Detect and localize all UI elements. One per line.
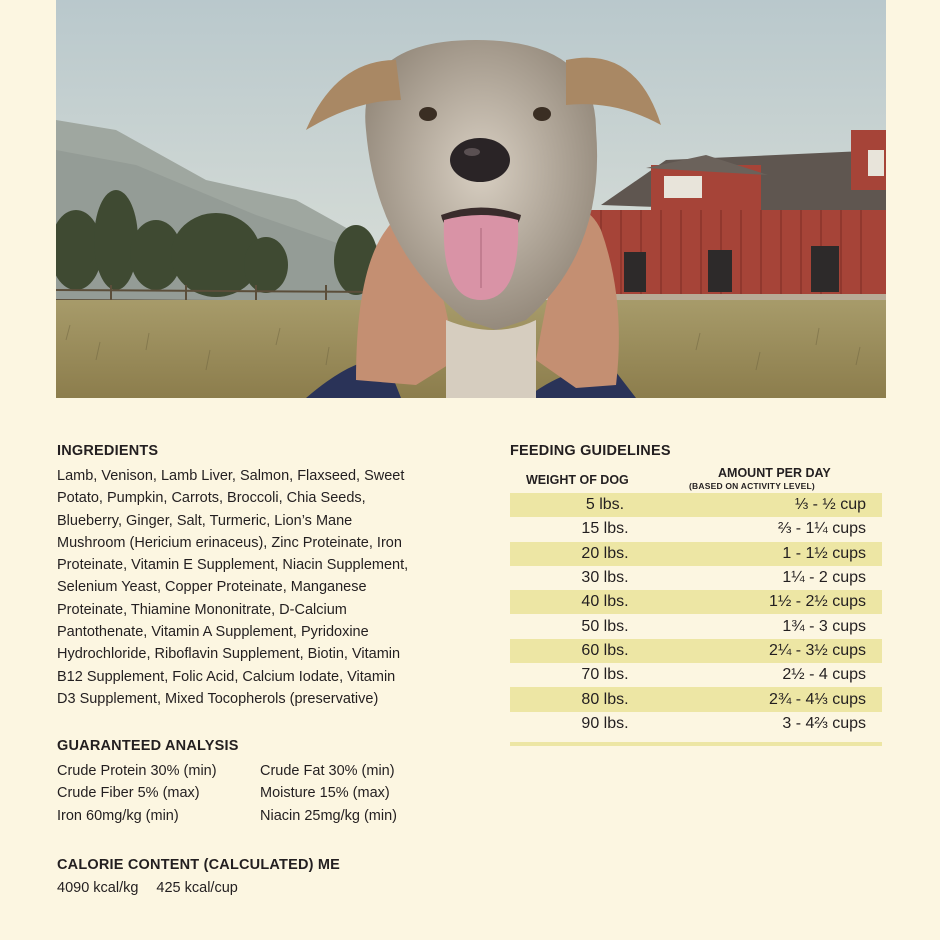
feeding-guidelines-title: FEEDING GUIDELINES: [510, 443, 671, 459]
table-bottom-rule: [510, 742, 882, 746]
dog-weight: 90 lbs.: [581, 714, 629, 732]
analysis-item: Crude Protein 30% (min): [57, 763, 217, 779]
dog-weight: 15 lbs.: [581, 520, 629, 538]
table-row: [510, 566, 882, 590]
dog-weight: 80 lbs.: [581, 690, 629, 708]
analysis-item: Crude Fat 30% (min): [260, 763, 395, 779]
hero-photo: [56, 0, 886, 398]
table-row: [510, 663, 882, 687]
analysis-grid: [57, 760, 457, 827]
amount-per-day: 2¼ - 3½ cups: [769, 641, 866, 659]
ingredients-line: B12 Supplement, Folic Acid, Calcium Iodate, Vitamin: [57, 668, 396, 685]
analysis-item: Crude Fiber 5% (max): [57, 785, 200, 802]
dog-weight: 30 lbs.: [581, 569, 629, 587]
feeding-guidelines-section: [510, 443, 882, 746]
kcal-per-kg: 4090 kcal/kg: [57, 880, 139, 896]
dog-weight: 20 lbs.: [581, 544, 629, 562]
amount-per-day: 2½ - 4 cups: [782, 666, 866, 684]
amount-per-day: ⅓ - ½ cup: [794, 496, 866, 514]
ingredients-section: [57, 443, 447, 710]
ingredients-line: Blueberry, Ginger, Salt, Turmeric, Lion’s Mane: [57, 512, 353, 529]
analysis-item: Moisture 15% (max): [260, 785, 390, 802]
amount-per-day: ⅔ - 1¼ cups: [777, 520, 866, 538]
table-row: [510, 712, 882, 736]
guaranteed-analysis-section: [57, 738, 457, 827]
table-row: [510, 687, 882, 711]
amount-column-header: AMOUNT PER DAY: [718, 466, 831, 480]
feeding-table: [510, 493, 882, 746]
calorie-content-title: CALORIE CONTENT (CALCULATED) ME: [57, 857, 341, 873]
dog-weight: 60 lbs.: [581, 641, 629, 659]
ingredients-line: Lamb, Venison, Lamb Liver, Salmon, Flaxseed, Sweet: [57, 468, 405, 484]
table-row: [510, 639, 882, 663]
table-row: [510, 590, 882, 614]
calorie-content-section: [57, 857, 457, 899]
amount-per-day: 1 - 1½ cups: [782, 544, 866, 562]
analysis-item: Iron 60mg/kg (min): [57, 807, 179, 824]
kcal-per-cup: 425 kcal/cup: [156, 880, 238, 896]
dog-weight: 50 lbs.: [581, 617, 629, 635]
weight-column-header: WEIGHT OF DOG: [526, 473, 629, 487]
dog-on-farm-illustration: [56, 0, 886, 398]
table-row: [510, 614, 882, 638]
amount-per-day: 1¾ - 3 cups: [782, 617, 866, 635]
feeding-table-header: [510, 441, 882, 493]
ingredients-line: Pantothenate, Vitamin A Supplement, Pyridoxine: [57, 624, 369, 641]
table-row: [510, 542, 882, 566]
ingredients-line: Potato, Pumpkin, Carrots, Broccoli, Chia Seeds,: [57, 490, 366, 507]
amount-per-day: 1½ - 2½ cups: [769, 593, 866, 611]
dog-weight: 40 lbs.: [581, 593, 629, 611]
ingredients-line: Proteinate, Vitamin E Supplement, Niacin Supplement,: [57, 557, 409, 574]
dog-weight: 70 lbs.: [581, 666, 629, 684]
ingredients-title: INGREDIENTS: [57, 443, 159, 459]
ingredients-line: D3 Supplement, Mixed Tocopherols (preservative): [57, 690, 379, 707]
dog-weight: 5 lbs.: [585, 496, 625, 514]
calorie-values: [57, 877, 457, 899]
analysis-item: Niacin 25mg/kg (min): [260, 807, 397, 824]
amount-column-note: (BASED ON ACTIVITY LEVEL): [689, 481, 815, 491]
table-row: [510, 493, 882, 517]
amount-per-day: 3 - 4⅔ cups: [782, 714, 866, 732]
ingredients-list: [57, 465, 447, 710]
amount-per-day: 2¾ - 4⅓ cups: [769, 690, 866, 708]
guaranteed-analysis-title: GUARANTEED ANALYSIS: [57, 738, 239, 754]
table-row: [510, 517, 882, 541]
ingredients-line: Selenium Yeast, Copper Proteinate, Manganese: [57, 579, 367, 596]
ingredients-line: Mushroom (Hericium erinaceus), Zinc Proteinate, Iron: [57, 534, 402, 551]
ingredients-line: Proteinate, Thiamine Mononitrate, D-Calcium: [57, 601, 347, 618]
ingredients-line: Hydrochloride, Riboflavin Supplement, Biotin, Vitamin: [57, 646, 401, 663]
amount-per-day: 1¼ - 2 cups: [782, 569, 866, 587]
